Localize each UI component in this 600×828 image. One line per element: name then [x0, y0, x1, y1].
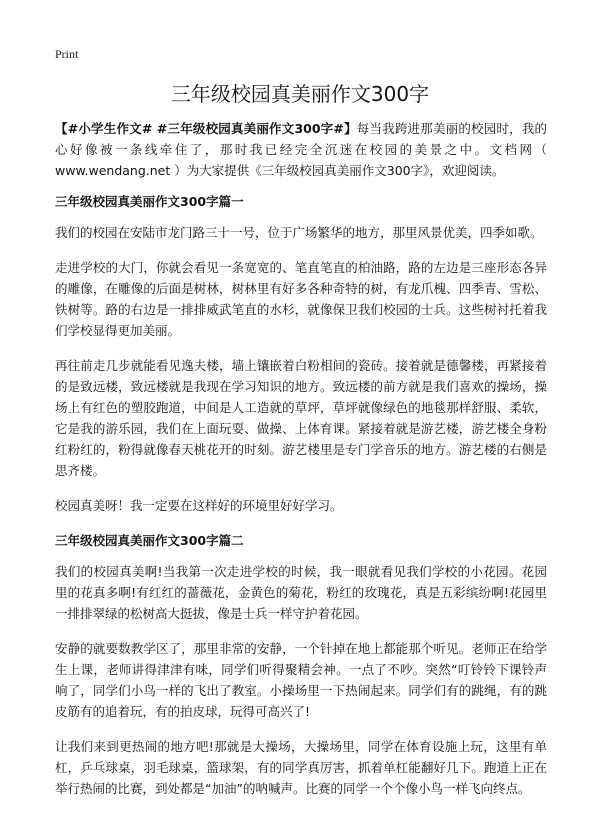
intro-tags: 【#小学生作文# #三年级校园真美丽作文300字#】: [55, 121, 357, 136]
article-body: [55, 118, 547, 813]
section-heading-2: 三年级校园真美丽作文300字篇二: [55, 533, 244, 548]
paragraph: 再往前走几步就能看见逸夫楼，墙上镶嵌着白粉相间的瓷砖。接着就是德馨楼，再紧接着的是致远楼，致远楼就是我现在学习知识的地方。致远楼的前方就是我们喜欢的操场，操场上有红色的塑胶跑道，中间是人工造就的草坪，草坪就像绿色的地毯那样舒服、柔软，它是我的游乐园，我们在上面玩耍、做操、上体育课。紧接着就是游艺楼，游艺楼全身粉红粉红的，粉得就像春天桃花开的时刻。游艺楼里是专门学音乐的地方。游艺楼的右侧是思齐楼。: [55, 358, 547, 478]
paragraph: 我们的校园在安陆市龙门路三十一号，位于广场繁华的地方，那里风景优美，四季如歌。: [55, 225, 543, 240]
print-link[interactable]: Print: [55, 47, 79, 61]
paragraph: 让我们来到更热闹的地方吧!那就是大操场，大操场里，同学在体育设施上玩，这里有单杠，乒乓球桌，羽毛球桌，篮球架，有的同学真厉害，抓着单杠能翻好几下。跑道上正在举行热闹的比赛，到处都是“加油”的呐喊声。比赛的同学一个个像小鸟一样飞向终点。: [55, 739, 547, 796]
paragraph: 校园真美呀！我一定要在这样好的环境里好好学习。: [55, 498, 343, 513]
section-heading-1: 三年级校园真美丽作文300字篇一: [55, 194, 244, 209]
paragraph: 安静的就要数教学区了，那里非常的安静，一个针掉在地上都能那个听见。老师正在给学生上课，老师讲得津津有味，同学们听得聚精会神。一点了不吵。突然“叮铃铃下课铃声响了，同学们小鸟一样的飞出了教室。小操场里一下热闹起来。同学们有的跳绳，有的跳皮筋有的追着玩，有的拍皮球，玩得可高兴了!: [55, 641, 547, 719]
paragraph: 我们的校园真美啊!当我第一次走进学校的时候，我一眼就看见我们学校的小花园。花园里的花真多啊!有红红的蔷薇花，金黄色的菊花，粉红的玫瑰花，真是五彩缤纷啊!花园里一排排翠绿的松树高大挺拔，像是士兵一样守护着花园。: [55, 564, 547, 621]
intro-paragraph: [55, 118, 547, 181]
paragraph: 走进学校的大门，你就会看见一条宽宽的、笔直笔直的柏油路，路的左边是三座形态各异的雕像，在雕像的后面是树林，树林里有好多各种奇特的树，有龙爪槐、四季青、雪松、铁树等。路的右边是一排排威武笔直的水杉，就像保卫我们校园的士兵。这些树衬托着我们学校显得更加美丽。: [55, 260, 547, 338]
page-title: 三年级校园真美丽作文300字: [170, 82, 430, 106]
intro-text: 每当我跨进那美丽的校园时，我的心好像被一条线牵住了，那时我已经完全沉迷在校园的美景之中。文档网（ www.wendang.net ）为大家提供《三年级校园真美丽作文300字》，欢迎阅读。: [55, 121, 547, 178]
